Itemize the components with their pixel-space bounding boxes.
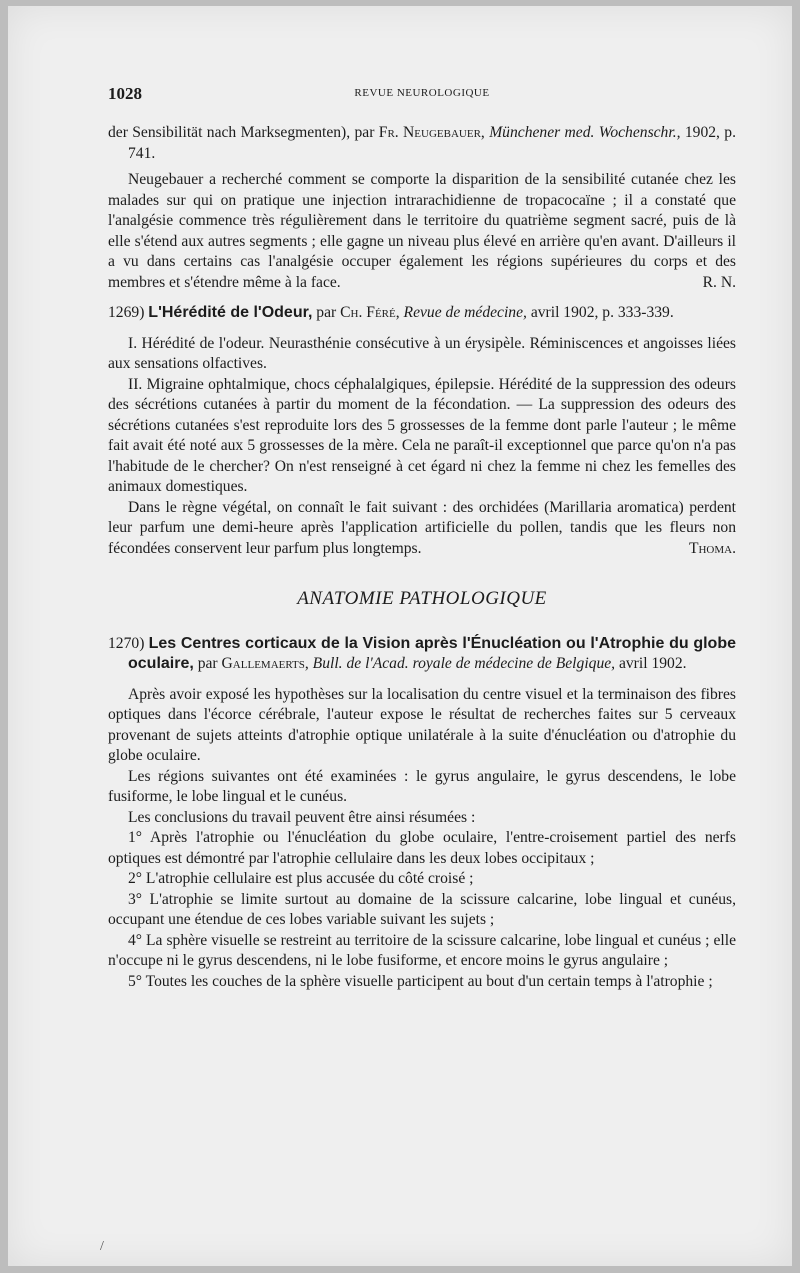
running-header: [108, 84, 736, 106]
abstract-1270-para-1: Après avoir exposé les hypothèses sur la localisation du centre visuel et la terminaison des fibres optiques dans l'écorce cérébrale, l'auteur expose le résultat de recherches faites sur 5 cerveaux provenant de sujets atteints d'atrophie optique unilatérale à la suite d'énucléation ou d'atrophie du globe oculaire.: [108, 685, 736, 764]
abstract-1270-author: Gallemaerts,: [221, 655, 309, 672]
abstract-1269-signature: Thoma.: [688, 539, 736, 557]
scanned-page: [8, 6, 792, 1266]
abstract-1270-date: avril 1902.: [618, 655, 687, 672]
prev-journal: Münchener med. Wochenschr.,: [489, 124, 681, 141]
section-title: ANATOMIE PATHOLOGIQUE: [297, 588, 547, 609]
abstract-1269-para-3-text: Dans le règne végétal, on connaît le fait suivant : des orchidées (Marillaria aromatica) perdent leur parfum une demi-heure après l'application artificielle du pollen, tandis que les fleurs non fécondées conservent leur parfum plus longtemps.: [108, 498, 736, 557]
abstract-1270-para-2: Les régions suivantes ont été examinées : le gyrus angulaire, le gyrus descendens, le lobe fusiforme, le lobe lingual et le cunéus.: [108, 767, 736, 805]
abstract-1269-journal: Revue de médecine,: [403, 304, 527, 321]
prev-abstract-citation: [108, 123, 736, 164]
scan-mark: /: [100, 1239, 104, 1254]
conclusion-4: 4° La sphère visuelle se restreint au territoire de la scissure calcarine, lobe lingual et cunéus ; elle n'occupe ni le gyrus descendens, ni le lobe fusiforme, et encore moins le gyrus angulaire ;: [108, 931, 736, 969]
abstract-1269-para-2: II. Migraine ophtalmique, chocs céphalalgiques, épilepsie. Hérédité de la suppression des odeurs des sécrétions cutanées à partir du moment de la fécondation. — La suppression des odeurs des sécrétions cutanées s'est reproduite lors des 5 grossesses de la femme dont parle l'auteur ; le même fait avait été noté aux 5 grossesses de la mère. Cela ne paraît-il exceptionnel que parce qu'on n'a pas l'habitude de le chercher? On n'est renseigné à cet égard ni chez la femme ni chez les femelles des animaux domestiques.: [108, 375, 736, 495]
prev-author-initial: Fr.: [378, 124, 399, 141]
conclusion-1: 1° Après l'atrophie ou l'énucléation du globe oculaire, l'entre-croisement partiel des nerfs optiques est démontré par l'atrophie cellulaire dans les deux lobes occipitaux ;: [108, 829, 736, 867]
abstract-1269-author: Féré,: [366, 304, 400, 321]
running-title: REVUE NEUROLOGIQUE: [354, 87, 490, 99]
prev-title-tail: der Sensibilität nach Marksegmenten), par: [108, 124, 375, 141]
conclusion-3: 3° L'atrophie se limite surtout au domaine de la scissure calcarine, lobe lingual et cunéus, occupant une étendue de ces lobes variable suivant les sujets ;: [108, 890, 736, 928]
abstract-1269-para-3: [108, 498, 736, 560]
conclusion-2: 2° L'atrophie cellulaire est plus accusée du côté croisé ;: [128, 870, 474, 887]
prev-initials: R. N.: [702, 273, 736, 291]
prev-author: Neugebauer,: [403, 124, 485, 141]
abstract-1269-par: par: [316, 304, 337, 321]
abstract-1270-para-3: Les conclusions du travail peuvent être ainsi résumées :: [128, 808, 476, 826]
prev-summary-paragraph: [108, 170, 736, 293]
abstract-1269-citation: [108, 303, 736, 324]
abstract-1269-title: L'Hérédité de l'Odeur,: [148, 304, 313, 321]
prev-date: 1902, p. 741.: [128, 124, 736, 162]
abstract-1270-par: par: [197, 655, 218, 672]
page-number: 1028: [108, 84, 142, 103]
abstract-1270-journal: Bull. de l'Acad. royale de médecine de Belgique,: [312, 655, 616, 672]
abstract-1270-citation: [108, 634, 736, 675]
prev-summary: Neugebauer a recherché comment se comporte la disparition de la sensibilité cutanée chez les malades sur qui on pratique une injection intrarachidienne de tropacocaïne ; il a constaté que l'analgésie commence très régulièrement dans le territoire du quatrième segment sacré, puis de là elle s'étend aux autres segments ; elle gagne un niveau plus élevé en arrière qu'en avant. D'ailleurs il a vu dans certains cas l'analgésie occuper également les régions supérieures du corps et des membres et s'étendre même à la face.: [108, 171, 736, 291]
abstract-1269-number: 1269): [108, 304, 145, 321]
abstract-1270-number: 1270): [108, 634, 145, 652]
article-body: [108, 123, 736, 992]
abstract-1270-title: Les Centres corticaux de la Vision après l'Énucléation ou l'Atrophie du globe oculaire,: [128, 634, 736, 672]
abstract-1269-author-initial: Ch.: [340, 304, 363, 321]
abstract-1269-para-1: I. Hérédité de l'odeur. Neurasthénie consécutive à un érysipèle. Réminiscences et angoisses liées aux sensations olfactives.: [108, 334, 736, 372]
conclusion-5: 5° Toutes les couches de la sphère visuelle participent au bout d'un certain temps à l'atrophie ;: [128, 972, 713, 990]
abstract-1269-date: avril 1902, p. 333-339.: [530, 304, 674, 321]
